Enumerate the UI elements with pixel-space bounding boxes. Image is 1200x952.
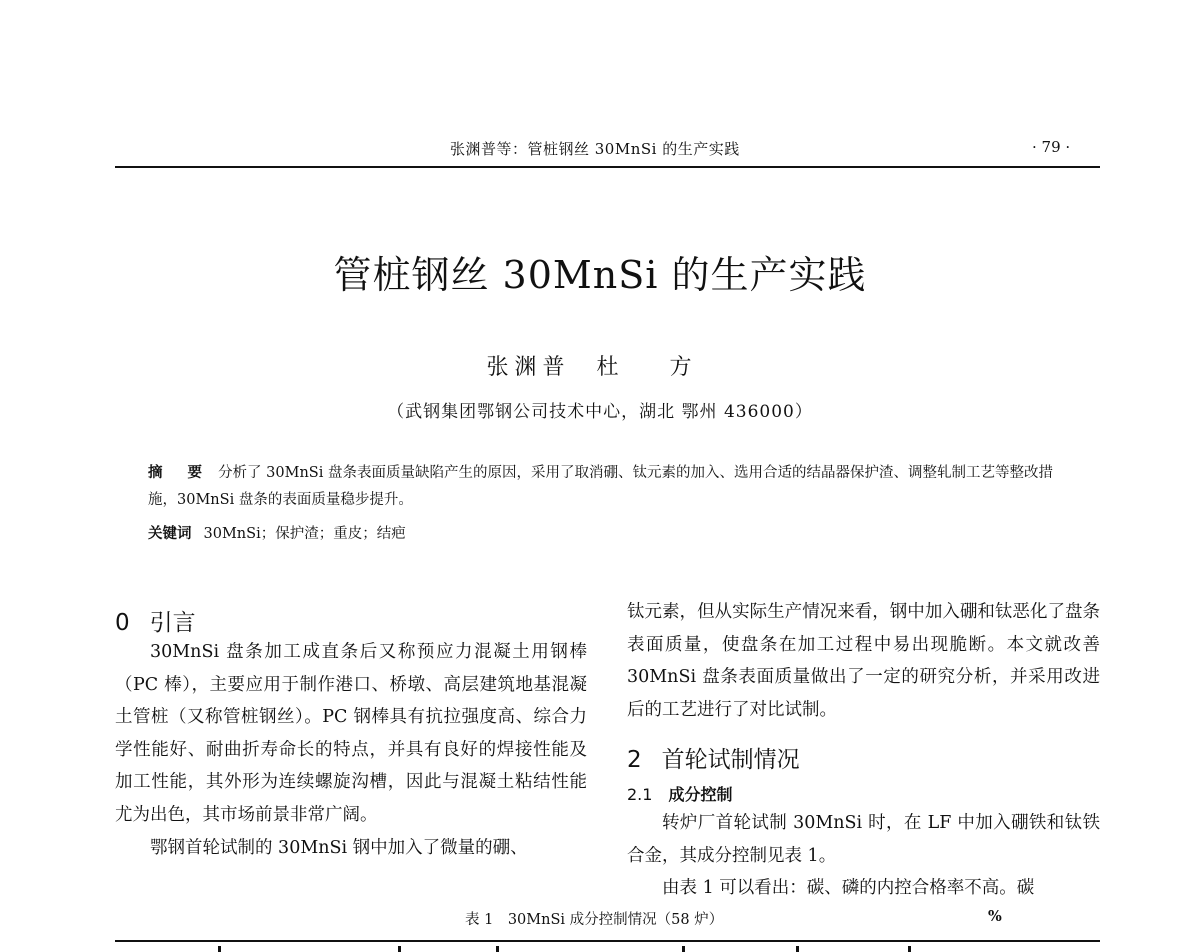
section-0-title: 引言 — [149, 610, 196, 636]
section-2-1-paragraph-2: 由表 1 可以看出：碳、磷的内控合格率不高。碳 — [662, 878, 1035, 899]
section-2-1-number: 2.1 — [627, 785, 653, 804]
section-2-1-paragraph-1: 转炉厂首轮试制 30MnSi 时，在 LF 中加入硼铁和钛铁合金，其成分控制见表 1。 — [627, 813, 1100, 866]
section-2-title: 首轮试制情况 — [661, 747, 800, 773]
section-0-paragraph-1: 30MnSi 盘条加工成直条后又称预应力混凝土用钢棒（PC 棒），主要应用于制作港口、桥墩、高层建筑地基混凝土管桩（又称管桩钢丝）。PC 钢棒具有抗拉强度高、综合力学性能好、耐曲折寿命长的特点，并具有良好的焊接性能及加工性能，其外形为连续螺旋沟槽，因此与混凝土粘结性能尤为出色，其市场前景非常广阔。 — [115, 642, 587, 825]
left-column — [115, 636, 587, 864]
section-2-1-body — [627, 807, 1100, 905]
section-2-1-title: 成分控制 — [668, 785, 733, 804]
table-column-stub — [218, 946, 221, 952]
abstract-text: 分析了 30MnSi 盘条表面质量缺陷产生的原因，采用了取消硼、钛元素的加入、选用合适的结晶器保护渣、调整轧制工艺等整改措施，30MnSi 盘条的表面质量稳步提升。 — [148, 465, 1053, 508]
author-1: 张渊普 — [486, 355, 571, 380]
table-column-stub — [682, 946, 685, 952]
keywords-label: 关键词 — [148, 526, 192, 542]
table-column-stub — [796, 946, 799, 952]
right-column-continuation: 钛元素，但从实际生产情况来看，钢中加入硼和钛恶化了盘条表面质量，使盘条在加工过程中易出现脆断。本文就改善 30MnSi 盘条表面质量做出了一定的研究分析，并采用改进后的工艺进行了对比试制。 — [627, 602, 1100, 720]
keywords — [148, 522, 1068, 543]
authors — [0, 350, 1200, 381]
table-1-unit: % — [988, 908, 1002, 925]
header-rule — [115, 166, 1100, 168]
table-top-rule — [115, 940, 1100, 942]
section-2-1-heading — [627, 782, 732, 805]
running-header-title: 张渊普等：管桩钢丝 30MnSi 的生产实践 — [450, 140, 740, 158]
abstract — [148, 460, 1068, 514]
abstract-label: 摘 要 — [148, 465, 213, 481]
page-number: · 79 · — [1032, 138, 1071, 156]
article-title: 管桩钢丝 30MnSi 的生产实践 — [333, 253, 867, 297]
section-0-heading — [115, 604, 196, 637]
section-2-number: 2 — [627, 747, 642, 773]
section-0-number: 0 — [115, 610, 130, 636]
table-column-stub — [908, 946, 911, 952]
table-1-caption-text: 表 1 30MnSi 成分控制情况（58 炉） — [465, 912, 724, 928]
section-2-heading — [627, 741, 800, 774]
author-2: 杜 方 — [596, 355, 714, 380]
table-column-stub — [398, 946, 401, 952]
section-0-paragraph-2: 鄂钢首轮试制的 30MnSi 钢中加入了微量的硼、 — [150, 837, 528, 858]
running-header — [0, 138, 1200, 162]
right-column — [627, 596, 1100, 726]
keywords-text: 30MnSi；保护渣；重皮；结疤 — [203, 526, 406, 542]
table-column-stub — [496, 946, 499, 952]
affiliation: （武钢集团鄂钢公司技术中心，湖北 鄂州 436000） — [387, 402, 813, 422]
